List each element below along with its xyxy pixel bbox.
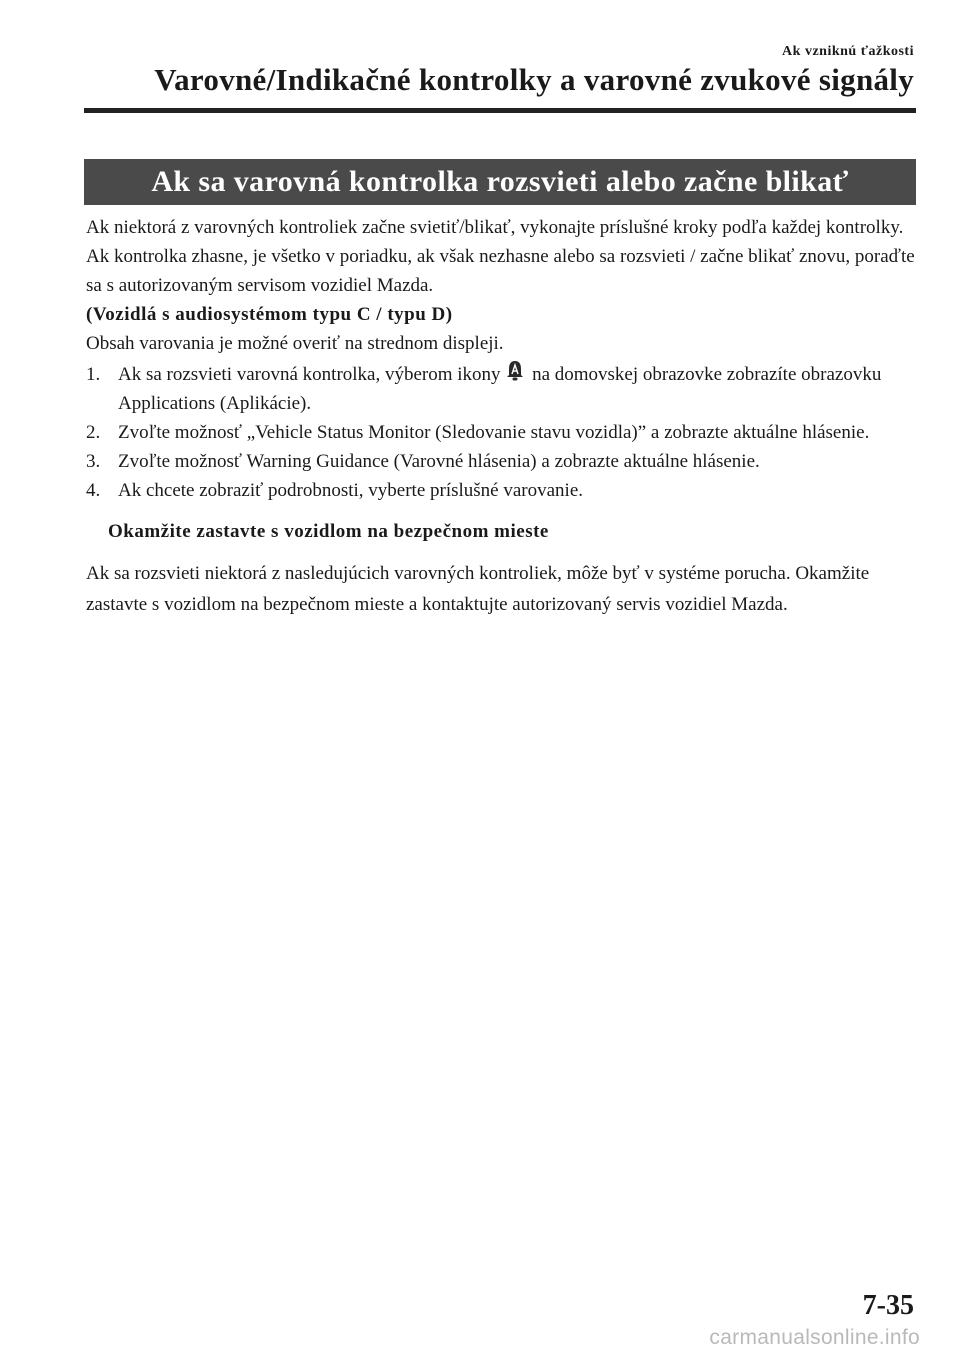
intro-paragraph: Ak niektorá z varovných kontroliek začne svietiť/blikať, vykonajte príslušné kroky podľa každej kontrolky. Ak kontrolka zhasne, je všetko v poriadku, ak však nezhasne alebo sa rozsvieti / začne blikať znovu, poraďte sa s autorizovaným servisom vozidiel Mazda. bbox=[86, 217, 915, 296]
step-text: Zvoľte možnosť „Vehicle Status Monitor (Sledovanie stavu vozidla)” a zobrazte aktuálne hlásenie. bbox=[118, 422, 870, 443]
applications-icon bbox=[506, 360, 524, 382]
section-banner: Ak sa varovná kontrolka rozsvieti alebo začne blikať bbox=[84, 159, 916, 205]
list-item bbox=[86, 418, 916, 447]
step-text: Zvoľte možnosť Warning Guidance (Varovné hlásenia) a zobrazte aktuálne hlásenie. bbox=[118, 451, 760, 472]
step-text: Ak chcete zobraziť podrobnosti, vyberte príslušné varovanie. bbox=[118, 480, 584, 501]
list-item bbox=[86, 476, 916, 505]
stop-vehicle-heading: Okamžite zastavte s vozidlom na bezpečnom mieste bbox=[108, 521, 549, 542]
step-text-continued: na domovskej obrazovke zobrazíte obrazovku Applications (Aplikácie). bbox=[118, 364, 882, 414]
stop-vehicle-paragraph: Ak sa rozsvieti niektorá z nasledujúcich varovných kontroliek, môže byť v systéme porucha. Okamžite zastavte s vozidlom na bezpečnom mieste a kontaktujte autorizovaný servis vozidiel Mazda. bbox=[86, 563, 870, 615]
list-item bbox=[86, 360, 916, 418]
section-header: Varovné/Indikačné kontrolky a varovné zvukové signály bbox=[154, 62, 914, 97]
step-number: 3. bbox=[86, 451, 101, 472]
step-number: 4. bbox=[86, 480, 101, 501]
header-rule bbox=[84, 108, 916, 113]
step-number: 1. bbox=[86, 364, 101, 385]
chapter-title: Ak vzniknú ťažkosti bbox=[782, 44, 914, 59]
audio-system-subhead: (Vozidlá s audiosystémom typu C / typu D) bbox=[86, 304, 453, 325]
step-number: 2. bbox=[86, 422, 101, 443]
step-text: Ak sa rozsvieti varovná kontrolka, výberom ikony bbox=[118, 364, 501, 385]
steps-list bbox=[86, 360, 916, 505]
sub-intro-paragraph: Obsah varovania je možné overiť na strednom displeji. bbox=[86, 333, 504, 354]
page-content bbox=[86, 213, 916, 620]
list-item bbox=[86, 447, 916, 476]
watermark-text: carmanualsonline.info bbox=[709, 1326, 920, 1349]
page-number: 7-35 bbox=[862, 1290, 914, 1321]
